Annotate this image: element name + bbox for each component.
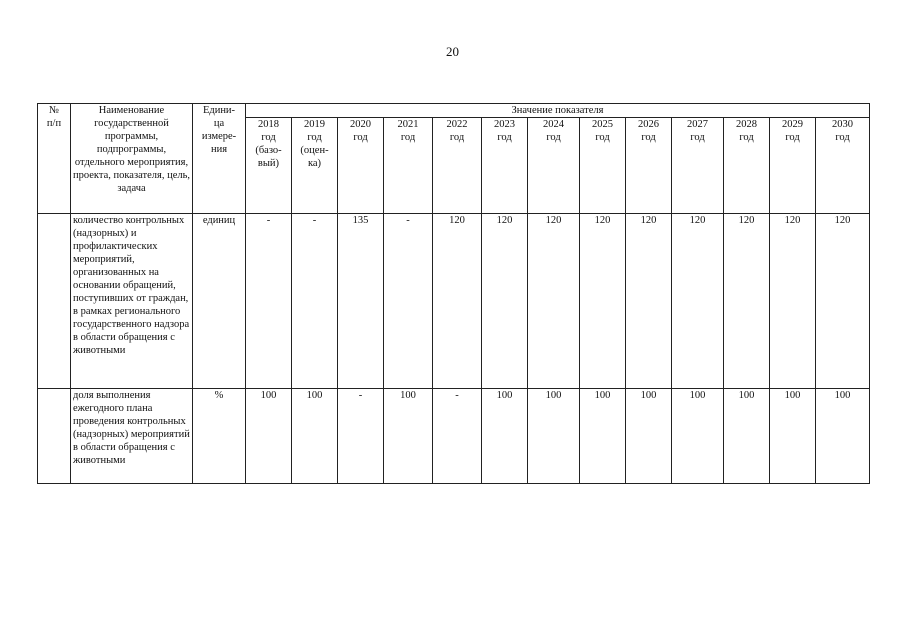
header-unit: Едини- ца измере- ния <box>193 104 246 214</box>
table-row <box>38 389 870 484</box>
unit-cell: единиц <box>193 214 246 389</box>
header-name: Наименование государственной программы, подпрограммы, отдельного мероприятия, проекта, показателя, цель, задача <box>71 104 193 214</box>
value-cell: 120 <box>580 214 626 389</box>
row-number-cell <box>38 389 71 484</box>
year-header-cell: 2019 год (оцен- ка) <box>292 118 338 214</box>
year-header-cell: 2028 год <box>724 118 770 214</box>
year-header-cell: 2024 год <box>528 118 580 214</box>
value-cell: 135 <box>338 214 384 389</box>
value-cell: 100 <box>672 389 724 484</box>
year-header-cell: 2029 год <box>770 118 816 214</box>
year-header-cell: 2022 год <box>433 118 482 214</box>
value-cell: 100 <box>816 389 870 484</box>
year-header-cell: 2023 год <box>482 118 528 214</box>
value-cell: 120 <box>770 214 816 389</box>
value-cell: 100 <box>724 389 770 484</box>
value-cell: - <box>292 214 338 389</box>
indicator-name-cell: доля выполнения ежегодного плана проведения контрольных (надзорных) мероприятий в области обращения с животными <box>71 389 193 484</box>
value-cell: 100 <box>482 389 528 484</box>
value-cell: 120 <box>482 214 528 389</box>
page-number: 20 <box>446 44 459 59</box>
year-header-cell: 2020 год <box>338 118 384 214</box>
value-cell: 100 <box>246 389 292 484</box>
year-header-cell: 2021 год <box>384 118 433 214</box>
value-cell: 120 <box>724 214 770 389</box>
value-cell: 100 <box>292 389 338 484</box>
value-cell: 120 <box>528 214 580 389</box>
value-cell: - <box>384 214 433 389</box>
indicator-name-cell: количество контрольных (надзорных) и профилактических мероприятий, организованных на основании обращений, поступивших от граждан, в рамках регионального государственного надзора в области обращения с животными <box>71 214 193 389</box>
value-cell: - <box>338 389 384 484</box>
row-number-cell <box>38 214 71 389</box>
value-cell: 100 <box>384 389 433 484</box>
value-cell: 100 <box>580 389 626 484</box>
header-value-group: Значение показателя <box>246 104 870 118</box>
year-header-cell: 2025 год <box>580 118 626 214</box>
value-cell: 120 <box>672 214 724 389</box>
year-header-cell: 2018 год (базо- вый) <box>246 118 292 214</box>
indicator-table <box>37 103 870 484</box>
value-cell: 100 <box>770 389 816 484</box>
value-cell: - <box>246 214 292 389</box>
year-header-cell: 2030 год <box>816 118 870 214</box>
year-header-cell: 2026 год <box>626 118 672 214</box>
value-cell: 120 <box>626 214 672 389</box>
unit-cell: % <box>193 389 246 484</box>
header-num: № п/п <box>38 104 71 214</box>
value-cell: 120 <box>816 214 870 389</box>
value-cell: 120 <box>433 214 482 389</box>
value-cell: 100 <box>626 389 672 484</box>
table-row <box>38 214 870 389</box>
year-header-cell: 2027 год <box>672 118 724 214</box>
value-cell: - <box>433 389 482 484</box>
value-cell: 100 <box>528 389 580 484</box>
